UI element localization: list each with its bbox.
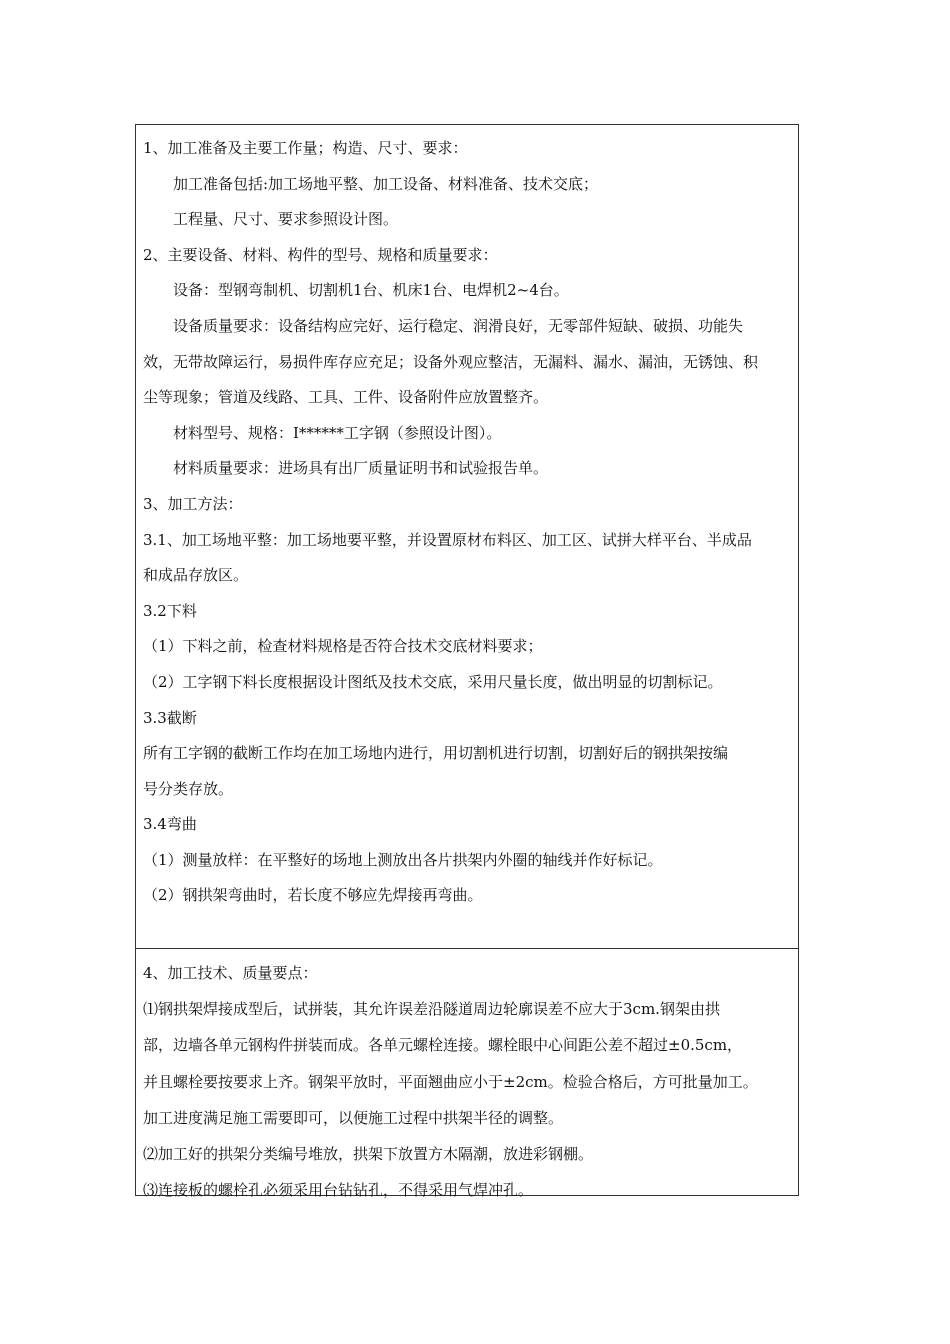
section-processing-content [136,125,798,949]
text-line: 号分类存放。 [143,779,234,798]
text-line: 并且螺栓要按要求上齐。钢架平放时，平面翘曲应小于±2cm。检验合格后，方可批量加工。 [143,1072,758,1091]
text-line: 材料型号、规格：I******工字钢（参照设计图）。 [173,423,502,442]
text-line: 和成品存放区。 [143,566,249,585]
text-line: （2）工字钢下料长度根据设计图纸及技术交底，采用尺量长度，做出明显的切割标记。 [143,672,723,691]
text-line: 部，边墙各单元钢构件拼装而成。各单元螺栓连接。螺栓眼中心间距公差不超过±0.5cm， [143,1036,743,1055]
text-line: 加工准备包括:加工场地平整、加工设备、材料准备、技术交底； [173,174,599,193]
text-line: （2）钢拱架弯曲时，若长度不够应先焊接再弯曲。 [143,886,483,905]
text-line: 所有工字钢的截断工作均在加工场地内进行，用切割机进行切割，切割好后的钢拱架按编 [143,744,729,763]
text-line: 2、主要设备、材料、构件的型号、规格和质量要求： [143,245,498,264]
text-line: 工程量、尺寸、要求参照设计图。 [173,210,399,229]
text-line: ⑶连接板的螺栓孔必须采用台钻钻孔，不得采用气焊冲孔。 [143,1181,534,1200]
text-line: 设备：型钢弯制机、切割机1台、机床1台、电焊机2~4台。 [173,281,569,300]
text-line: 3、加工方法： [143,494,243,513]
text-line: 效，无带故障运行，易损件库存应充足；设备外观应整洁，无漏料、漏水、漏油，无锈蚀、积 [143,352,759,371]
text-line: 3.4弯曲 [143,815,197,834]
text-line: 3.1、加工场地平整：加工场地要平整，并设置原材布料区、加工区、试拼大样平台、半成品 [143,530,752,549]
text-line: 3.2下料 [143,601,197,620]
text-line: 3.3截断 [143,708,197,727]
text-line: 尘等现象；管道及线路、工具、工件、设备附件应放置整齐。 [143,388,549,407]
text-line: ⑵加工好的拱架分类编号堆放，拱架下放置方木隔潮，放进彩钢棚。 [143,1145,594,1164]
text-line: （1）下料之前，检查材料规格是否符合技术交底材料要求； [143,637,543,656]
text-line: （1）测量放样：在平整好的场地上测放出各片拱架内外圈的轴线并作好标记。 [143,850,663,869]
text-line: 设备质量要求：设备结构应完好、运行稳定、润滑良好，无零部件短缺、破损、功能失 [173,316,744,335]
text-line: 4、加工技术、质量要点： [143,964,318,982]
document-table [135,124,799,1200]
section-quality-points [136,949,798,1200]
text-line: 材料质量要求：进场具有出厂质量证明书和试验报告单。 [173,459,549,478]
text-line: 1、加工准备及主要工作量；构造、尺寸、要求： [143,139,468,157]
text-line: 加工进度满足施工需要即可，以便施工过程中拱架半径的调整。 [143,1108,564,1127]
text-line: ⑴钢拱架焊接成型后，试拼装，其允许误差沿隧道周边轮廓误差不应大于3cm.钢架由拱 [143,1000,720,1019]
